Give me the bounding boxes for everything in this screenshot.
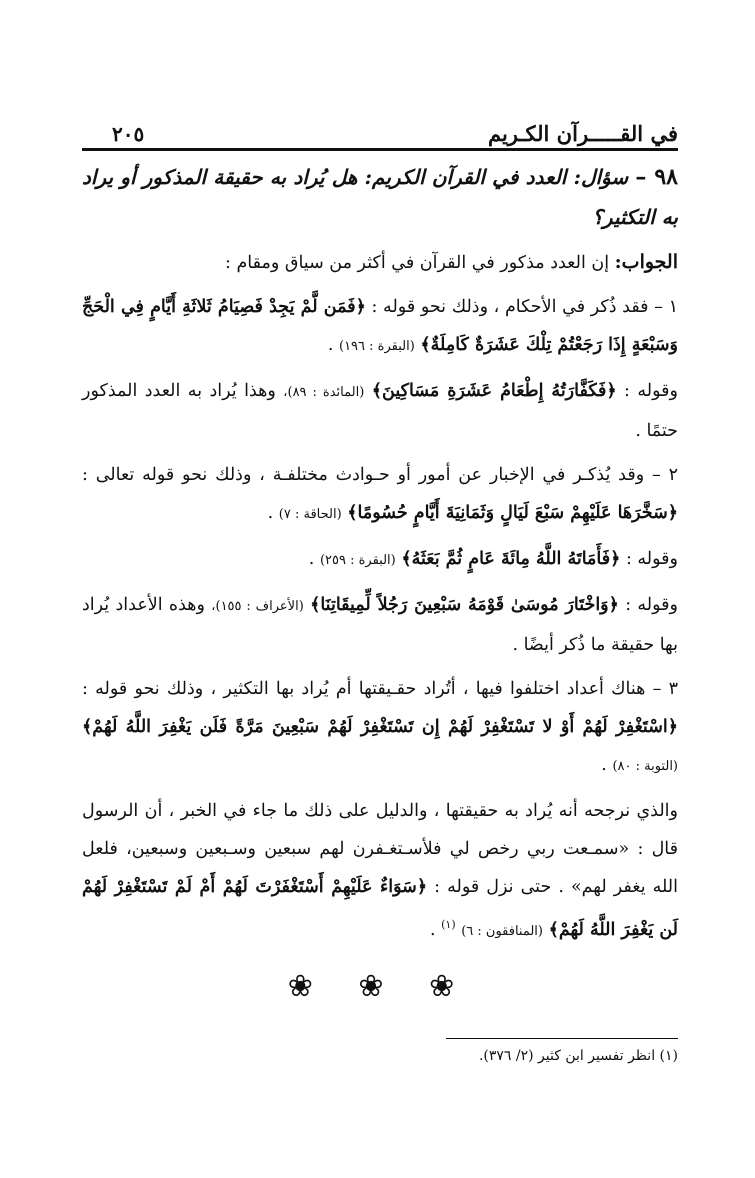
page-header	[82, 112, 678, 146]
quran-quote: ﴿سَخَّرَهَا عَلَيْهِمْ سَبْعَ لَيَالٍ وَثَمَانِيَةَ أَيَّامٍ حُسُومًا﴾	[347, 503, 678, 523]
paragraph-lead: وقوله :	[625, 549, 678, 569]
quran-quote: ﴿فَمَن لَّمْ يَجِدْ فَصِيَامُ ثَلاثَةِ أَيَّامٍ فِي الْحَجِّ وَسَبْعَةٍ إِذَا رَجَعْتُمْ تِلْكَ عَشَرَةٌ كَامِلَةٌ﴾	[82, 297, 678, 355]
paragraph-2	[82, 372, 678, 450]
paragraph-lead: وقوله :	[624, 381, 678, 401]
paragraph-tail: .	[601, 755, 607, 775]
paragraph-tail: .	[327, 335, 334, 355]
paragraph-lead: ٢ – وقد يُذكـر في الإخبار عن أمور أو حـوادث مختلفـة ، وذلك نحو قوله تعالى :	[82, 465, 678, 485]
verse-reference: (البقرة : ٢٥٩)	[319, 553, 396, 568]
quran-quote: ﴿اسْتَغْفِرْ لَهُمْ أَوْ لا تَسْتَغْفِرْ لَهُمْ إِن تَسْتَغْفِرْ لَهُمْ سَبْعِينَ مَرَّةً فَلَن يَغْفِرَ اللَّهُ لَهُمْ﴾	[82, 717, 678, 737]
paragraph-tail: .	[308, 549, 315, 569]
paragraph-lead: والذي نرجحه أنه يُراد به حقيقتها ، والدليل على ذلك ما جاء في الخبر ، أن الرسول قال : «سمـعت ربي رخص لي فلأسـتغـفرن لهم سبعين وسـبعين وسبعين، فلعل الله يغفر لهم» . حتى نزل قوله :	[82, 801, 678, 897]
flower-ornament-icon: ❀ ❀ ❀	[287, 968, 473, 1004]
quran-quote: ﴿سَوَاءٌ عَلَيْهِمْ أَسْتَغْفَرْتَ لَهُمْ أَمْ لَمْ تَسْتَغْفِرْ لَهُمْ لَن يَغْفِرَ اللَّهُ لَهُمْ﴾	[82, 877, 678, 940]
paragraph-lead: ١ – فقد ذُكر في الأحكام ، وذلك نحو قوله :	[371, 297, 678, 317]
answer-intro-text: إن العدد مذكور في القرآن في أكثر من سياق ومقام :	[225, 253, 610, 273]
paragraph-tail: .	[429, 919, 436, 940]
paragraph-4	[82, 540, 678, 580]
answer-label: الجواب:	[614, 251, 678, 273]
footnote-rule	[446, 1038, 678, 1039]
paragraph-lead: ٣ – هناك أعداد اختلفوا فيها ، أتُراد حقـيقتها أم يُراد بها التكثير ، وذلك نحو قوله :	[82, 679, 678, 699]
page-number: ٢٠٥	[112, 122, 145, 146]
question-text: سؤال: العدد في القرآن الكريم: هل يُراد به حقيقة المذكور أو يراد به التكثير؟	[82, 165, 678, 229]
paragraph-7	[82, 792, 678, 951]
quran-quote: ﴿وَاخْتَارَ مُوسَىٰ قَوْمَهُ سَبْعِينَ رَجُلاً لِّمِيقَاتِنَا﴾	[310, 595, 619, 615]
paragraph-5	[82, 586, 678, 664]
answer-intro	[82, 243, 678, 282]
footnote: (١) انظر تفسير ابن كثير (٢/ ٣٧٦).	[478, 1047, 678, 1064]
paragraph-1	[82, 288, 678, 366]
footnote-marker[interactable]: (١)	[441, 918, 456, 931]
verse-reference: (التوبة : ٨٠)	[612, 759, 678, 774]
question-heading	[82, 157, 678, 237]
book-page	[82, 112, 678, 1069]
verse-reference: (المائدة : ٨٩)،	[283, 385, 365, 400]
question-number: ٩٨ –	[635, 164, 678, 190]
verse-reference: (الحاقة : ٧)	[278, 507, 342, 522]
quran-quote: ﴿فَأَمَاتَهُ اللَّهُ مِائَةَ عَامٍ ثُمَّ بَعَثَهُ﴾	[401, 549, 621, 569]
verse-reference: (الأعراف : ١٥٥)،	[211, 599, 304, 614]
header-rule	[82, 148, 678, 151]
paragraph-tail: وهذا يُراد به العدد المذكور حتمًا .	[82, 381, 678, 441]
paragraph-6	[82, 670, 678, 786]
verse-reference: (البقرة : ١٩٦)	[339, 339, 415, 354]
running-title: في القـــــرآن الكـريم	[487, 121, 678, 146]
paragraph-tail: وهذه الأعداد يُراد بها حقيقة ما ذُكر أيضًا .	[82, 595, 678, 655]
paragraph-tail: .	[267, 503, 274, 523]
paragraph-3	[82, 456, 678, 534]
quran-quote: ﴿فَكَفَّارَتُهُ إِطْعَامُ عَشَرَةِ مَسَاكِينَ﴾	[371, 381, 617, 401]
paragraph-lead: وقوله :	[625, 595, 678, 615]
verse-reference: (المنافقون : ٦)	[461, 923, 543, 939]
